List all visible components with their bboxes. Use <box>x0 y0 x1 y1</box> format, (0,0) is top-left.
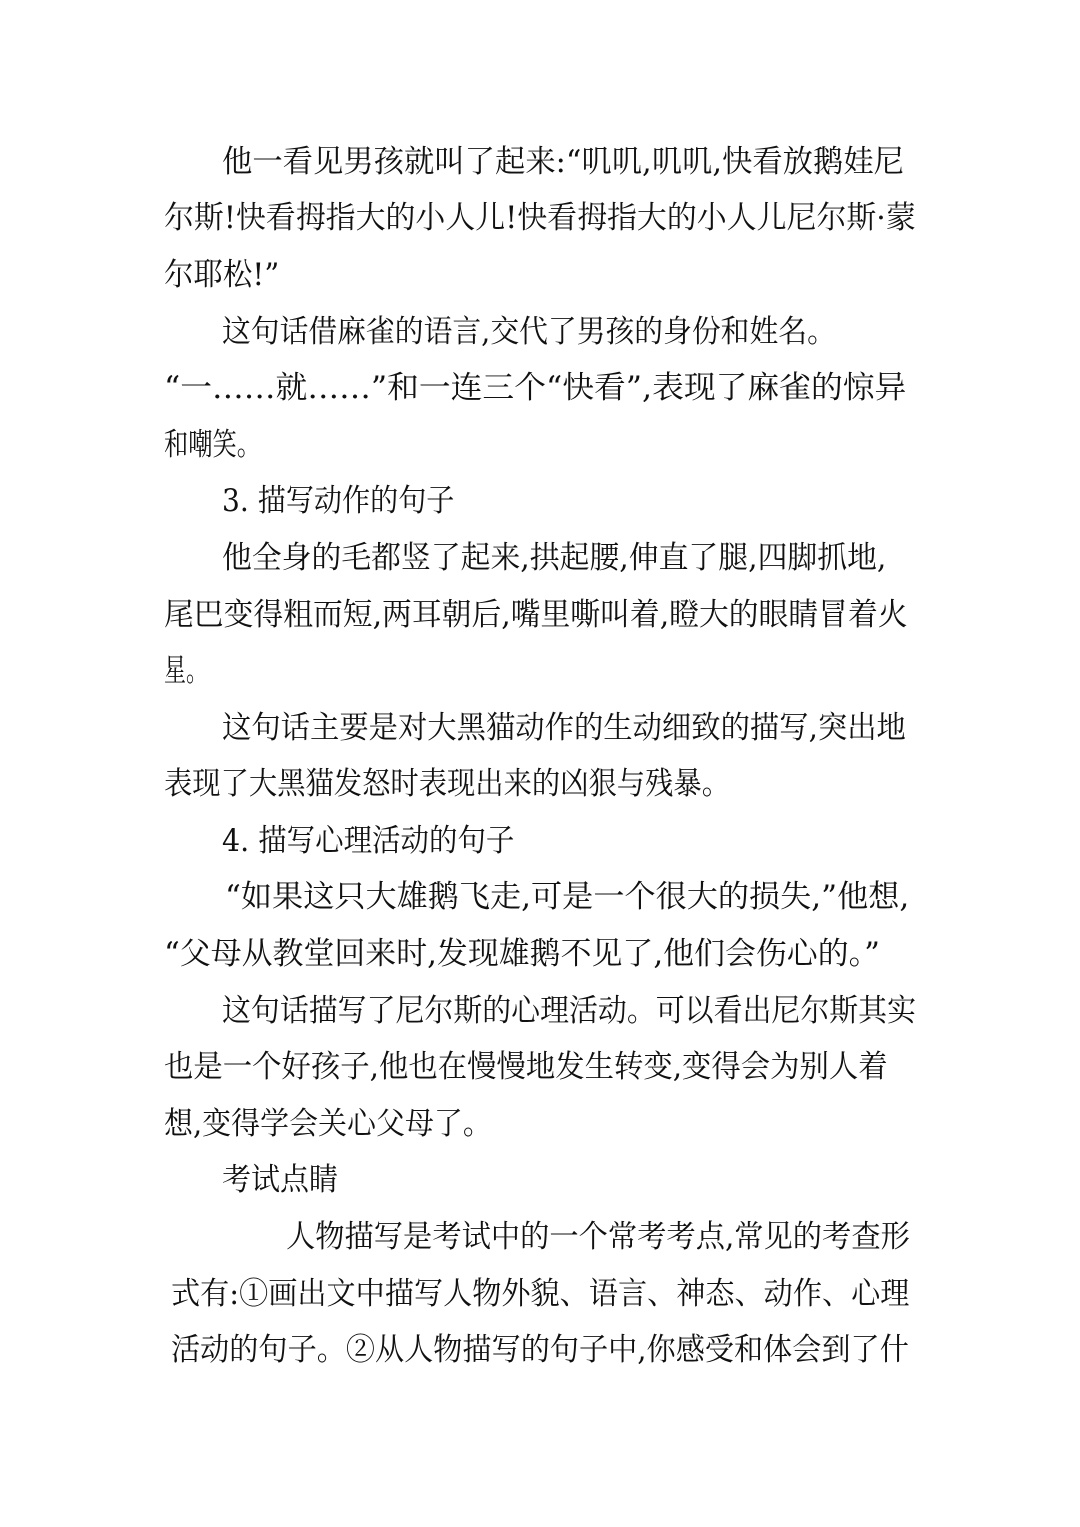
text-line: “父母从教堂回来时,发现雄鹅不见了,他们会伤心的。” <box>164 936 880 972</box>
text-line: 尔耶松!” <box>164 257 280 293</box>
text-line: “如果这只大雄鹅飞走,可是一个很大的损失,”他想, <box>225 879 910 915</box>
section-heading: 4. 描写心理活动的句子 <box>222 823 515 859</box>
section-heading: 考试点睛 <box>222 1162 339 1198</box>
text-line: 这句话描写了尼尔斯的心理活动。可以看出尼尔斯其实 <box>222 993 917 1029</box>
text-line: 想,变得学会关心父母了。 <box>164 1106 492 1142</box>
text-line: 这句话主要是对大黑猫动作的生动细致的描写,突出地 <box>222 710 906 746</box>
text-line: 式有:①画出文中描写人物外貌、语言、神态、动作、心理 <box>171 1276 910 1312</box>
text-line: 人物描写是考试中的一个常考考点,常见的考查形 <box>286 1219 910 1255</box>
text-line: 也是一个好孩子,他也在慢慢地发生转变,变得会为别人着 <box>164 1049 888 1085</box>
text-line: 这句话借麻雀的语言,交代了男孩的身份和姓名。 <box>222 314 836 350</box>
text-line: “一……就……”和一连三个“快看”,表现了麻雀的惊异 <box>164 370 907 406</box>
text-line: 尾巴变得粗而短,两耳朝后,嘴里嘶叫着,瞪大的眼睛冒着火 <box>164 597 908 633</box>
text-line: 活动的句子。②从人物描写的句子中,你感受和体会到了什 <box>171 1332 909 1368</box>
text-line: 尔斯!快看拇指大的小人儿!快看拇指大的小人儿尼尔斯·蒙 <box>164 200 916 236</box>
text-line: 他全身的毛都竖了起来,拱起腰,伸直了腿,四脚抓地, <box>222 540 887 576</box>
text-line: 星。 <box>164 653 209 689</box>
text-line: 他一看见男孩就叫了起来:“叽叽,叽叽,快看放鹅娃尼 <box>222 144 905 180</box>
section-heading: 3. 描写动作的句子 <box>222 483 455 519</box>
text-line: 和嘲笑。 <box>164 427 262 463</box>
text-line: 表现了大黑猫发怒时表现出来的凶狠与残暴。 <box>164 766 730 802</box>
